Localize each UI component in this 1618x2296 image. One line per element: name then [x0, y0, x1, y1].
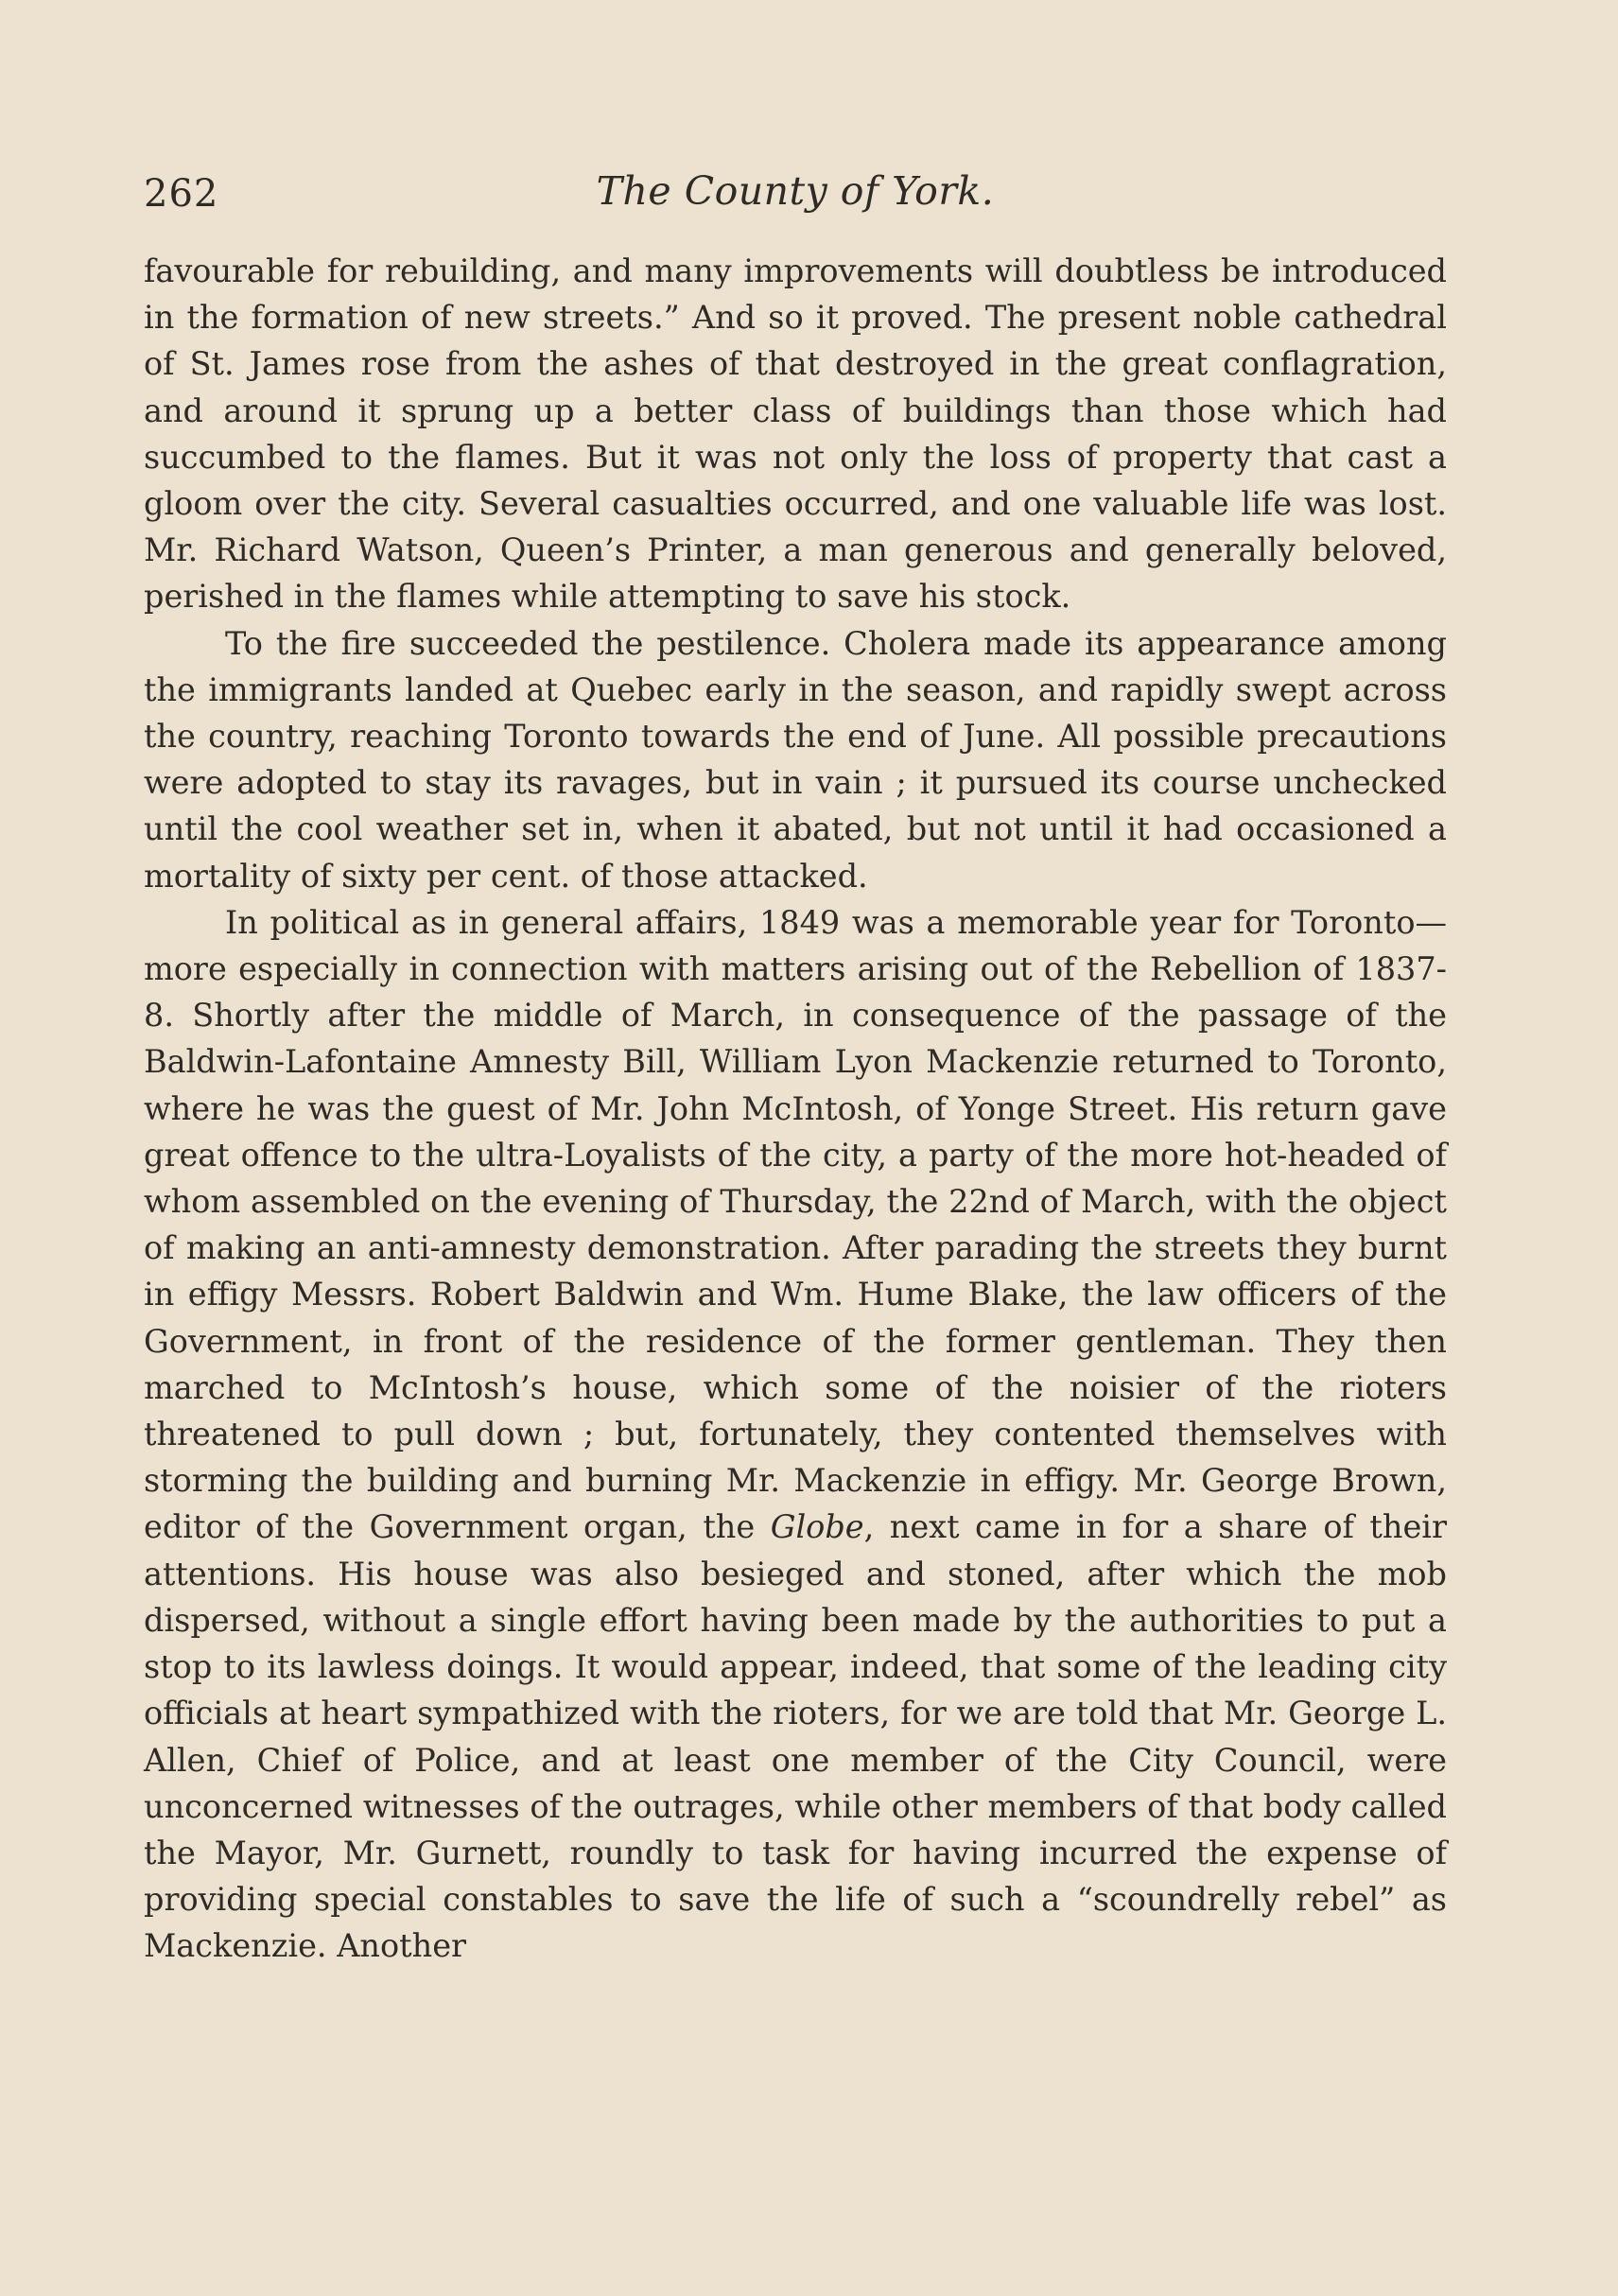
page-header [144, 161, 1447, 227]
body-text [144, 248, 1447, 1970]
page-number: 262 [144, 172, 219, 216]
paragraph-3-text-start: In political as in general affairs, 1849 was a memorable year for Toronto—more especially in connection with matters arising out of the Rebellion of 1837-8. Shortly after the middle of March, in consequence of the passage of the Baldwin-Lafontaine Amnesty Bill, William Lyon Mackenzie returned to Toronto, where he was the guest of Mr. John McIntosh, of Yonge Street. His return gave great offence to the ultra-Loyalists of the city, a party of the more hot-headed of whom assembled on the evening of Thursday, the 22nd of March, with the object of making an anti-amnesty demonstration. After parading the streets they burnt in effigy Messrs. Robert Baldwin and Wm. Hume Blake, the law officers of the Government, in front of the residence of the former gentleman. They then marched to McIntosh’s house, which some of the noisier of the rioters threatened to pull down ; but, fortunately, they contented themselves with storming the building and burning Mr. Mackenzie in effigy. Mr. George Brown, editor of the Government organ, the [144, 903, 1447, 1546]
newspaper-title-globe: Globe [770, 1508, 864, 1546]
running-title: The County of York. [596, 168, 995, 214]
paragraph-3-text-end: , next came in for a share of their attentions. His house was also besieged and stoned, after which the mob dispersed, without a single effort having been made by the authorities to put a stop to its lawless doings. It would appear, indeed, that some of the leading city officials at heart sympathized with the rioters, for we are told that Mr. George L. Allen, Chief of Police, and at least one member of the City Council, were unconcerned witnesses of the outrages, while other members of that body called the Mayor, Mr. Gurnett, roundly to task for having incurred the expense of providing special constables to save the life of such a “scoundrelly rebel” as Mackenzie. Another [144, 1508, 1447, 1965]
paragraph-2: To the fire succeeded the pestilence. Cholera made its appearance among the immigrants landed at Quebec early in the season, and rapidly swept across the country, reaching Toronto towards the end of June. All possible precautions were adopted to stay its ravages, but in vain ; it pursued its course unchecked until the cool weather set in, when it abated, but not until it had occasioned a mortality of sixty per cent. of those attacked. [144, 624, 1447, 895]
paragraph-1: favourable for rebuilding, and many improvements will doubtless be introduced in the formation of new streets.” And so it proved. The present noble cathedral of St. James rose from the ashes of that destroyed in the great conflagration, and around it sprung up a better class of buildings than those which had succumbed to the flames. But it was not only the loss of property that cast a gloom over the city. Several casualties occurred, and one valuable life was lost. Mr. Richard Watson, Queen’s Printer, a man generous and generally beloved, perished in the flames while attempting to save his stock. [144, 252, 1447, 616]
paragraph-3 [144, 899, 1447, 1970]
